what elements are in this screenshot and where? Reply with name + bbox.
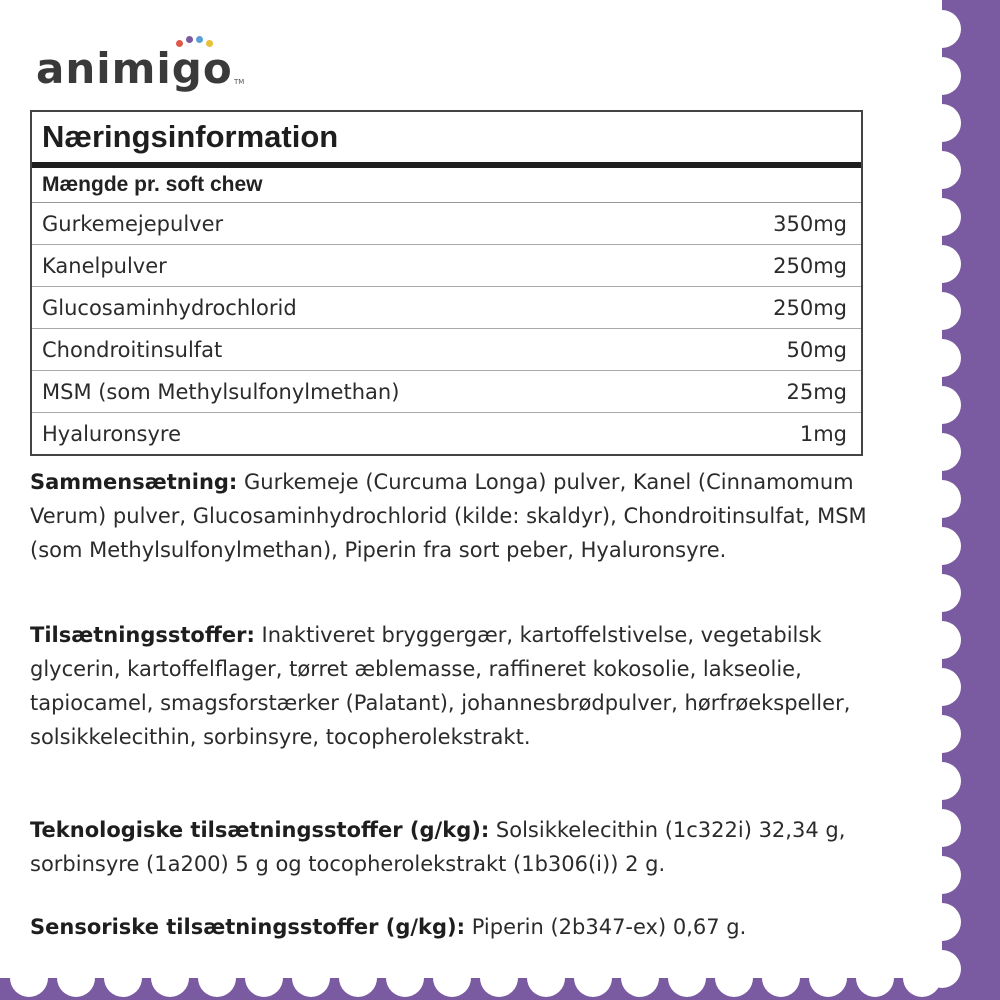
stamp-scallop [923,104,961,142]
stamp-scallop [923,10,961,48]
composition-label: Sammensætning: [30,470,238,494]
ingredient-name: MSM (som Methylsulfonylmethan) [42,379,400,404]
nutrition-row [32,329,861,371]
stamp-scallop [57,959,95,997]
stamp-scallop [923,574,961,612]
stamp-scallop [923,480,961,518]
technological-text: Solsikkelecithin (1c322i) 32,34 g, sorbinsyre (1a200) 5 g og tocopherolekstrakt (1b306(i)) 2 g. [30,818,846,876]
stamp-scallop [923,198,961,236]
ingredient-name: Glucosaminhydrochlorid [42,295,297,320]
stamp-scallop [923,245,961,283]
stamp-scallop [856,959,894,997]
stamp-scallop [923,762,961,800]
nutrition-row [32,371,861,413]
nutrition-row [32,413,861,454]
stamp-scallop [151,959,189,997]
ingredient-name: Chondroitinsulfat [42,337,223,362]
additives-label: Tilsætningsstoffer: [30,623,255,647]
stamp-scallop [923,386,961,424]
brand-logo [36,34,256,94]
sensory-additives-paragraph [30,910,900,944]
ingredient-name: Gurkemejepulver [42,211,224,236]
paw-dot-icon [196,36,203,43]
stamp-scallop [923,856,961,894]
additives-paragraph [30,618,900,754]
nutrition-row [32,203,861,245]
stamp-scallop [10,959,48,997]
nutrition-title: Næringsinformation [32,112,861,168]
technological-label: Teknologiske tilsætningsstoffer (g/kg): [30,818,490,842]
nutrition-subtitle: Mængde pr. soft chew [32,168,861,203]
stamp-scallop [923,903,961,941]
stamp-scallop [923,527,961,565]
stamp-scallop [923,57,961,95]
nutrition-table [30,110,863,456]
stamp-scallop [923,668,961,706]
ingredient-amount: 25mg [786,379,847,404]
logo-text: animigo [36,44,233,93]
ingredient-name: Hyaluronsyre [42,421,182,446]
stamp-scallop [480,959,518,997]
stamp-scallop [386,959,424,997]
sensory-label: Sensoriske tilsætningsstoffer (g/kg): [30,915,466,939]
stamp-scallop [668,959,706,997]
stamp-scallop [923,433,961,471]
stamp-scallop [923,809,961,847]
stamp-scallop [762,959,800,997]
ingredient-amount: 250mg [773,253,847,278]
stamp-scallop [715,959,753,997]
nutrition-row [32,287,861,329]
stamp-scallop [104,959,142,997]
additives-text: Inaktiveret bryggergær, kartoffelstivelse, vegetabilsk glycerin, kartoffelflager, tørret æblemasse, raffineret kokosolie, lakseolie, tapiocamel, smagsforstærker (Palatant), johannesbrødpulver, hørfrøekspeller, solsikkelecithin, sorbinsyre, tocopherolekstrakt. [30,623,851,749]
stamp-scallop [433,959,471,997]
sensory-text: Piperin (2b347-ex) 0,67 g. [465,915,747,939]
stamp-scallop [809,959,847,997]
paw-dot-icon [186,36,193,43]
stamp-scallop [245,959,283,997]
composition-text: Gurkemeje (Curcuma Longa) pulver, Kanel (Cinnamomum Verum) pulver, Glucosaminhydrochlorid (kilde: skaldyr), Chondroitinsulfat, MSM (som Methylsulfonylmethan), Piperin fra sort peber, Hyaluronsyre. [30,470,867,562]
ingredient-amount: 350mg [773,211,847,236]
stamp-scallop [198,959,236,997]
stamp-scallop [903,959,941,997]
ingredient-amount: 1mg [799,421,847,446]
nutrition-row [32,245,861,287]
technological-additives-paragraph [30,813,900,881]
stamp-scallop [574,959,612,997]
stamp-scallop [621,959,659,997]
trademark: TM [234,78,245,86]
stamp-scallop [923,151,961,189]
ingredient-amount: 50mg [786,337,847,362]
stamp-scallop [339,959,377,997]
ingredient-name: Kanelpulver [42,253,167,278]
stamp-scallop [923,292,961,330]
stamp-scallop [292,959,330,997]
composition-paragraph [30,465,900,567]
stamp-scallop [923,621,961,659]
stamp-scallop [527,959,565,997]
ingredient-amount: 250mg [773,295,847,320]
stamp-scallop [923,715,961,753]
stamp-scallop [923,339,961,377]
